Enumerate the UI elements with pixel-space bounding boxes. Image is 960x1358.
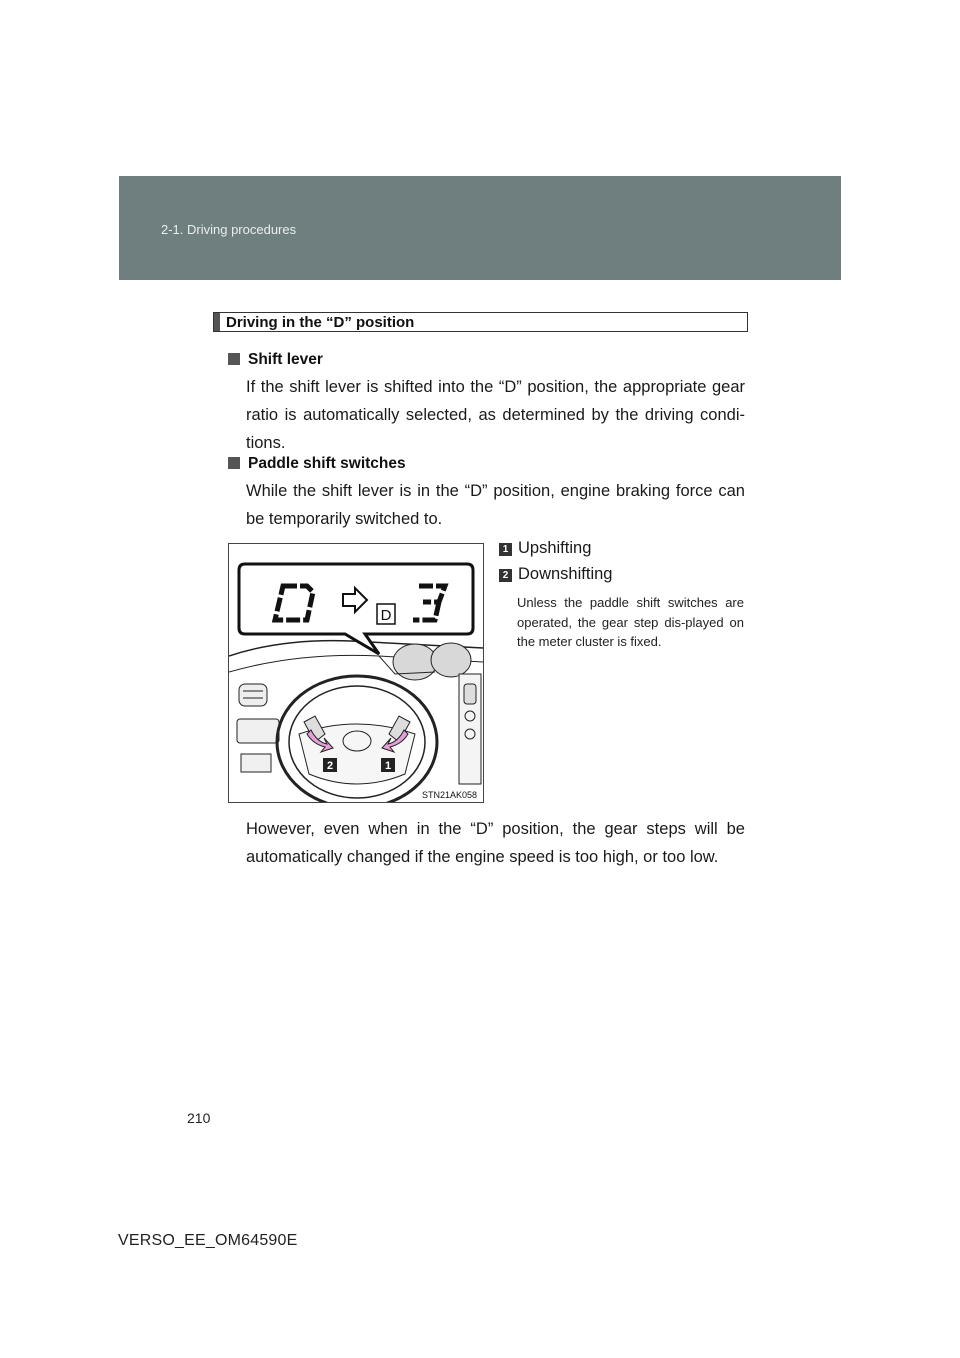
figure-code: STN21AK058 xyxy=(421,790,477,800)
bullet-square-icon xyxy=(228,353,240,365)
footer-code: VERSO_EE_OM64590E xyxy=(118,1232,298,1249)
legend-item-2 xyxy=(499,565,612,584)
header-band xyxy=(119,176,841,280)
legend-label-2: Downshifting xyxy=(518,565,613,583)
subheading-shift-lever-text: Shift lever xyxy=(248,351,323,368)
paddle-shift-illustration xyxy=(228,543,484,803)
page-number: 210 xyxy=(187,1110,211,1126)
header-section-title: 2-1. Driving procedures xyxy=(161,222,297,237)
illustration-svg xyxy=(229,544,483,802)
callout-2-label: 2 xyxy=(326,760,334,772)
paddle-body: While the shift lever is in the “D” position, engine braking force can be temporarily switched to. xyxy=(246,482,745,528)
bullet-square-icon xyxy=(228,457,240,469)
legend-badge-2: 2 xyxy=(499,569,512,582)
mode-badge: D xyxy=(380,607,392,624)
section-title-bar xyxy=(214,313,220,331)
legend-item-1 xyxy=(499,539,591,558)
legend-badge-1: 1 xyxy=(499,543,512,556)
closing-paragraph: However, even when in the “D” position, the gear steps will be automatically changed if the engine speed is too high, or too low. xyxy=(246,820,745,866)
subheading-paddle-text: Paddle shift switches xyxy=(248,455,406,472)
legend-label-1: Upshifting xyxy=(518,539,592,557)
section-title: Driving in the “D” position xyxy=(226,314,415,331)
subheading-shift-lever xyxy=(228,351,323,369)
callout-1-label: 1 xyxy=(384,760,392,772)
subheading-paddle xyxy=(228,455,406,473)
note-text: Unless the paddle shift switches are operated, the gear step dis-played on the meter cluster is fixed. xyxy=(517,595,744,649)
shift-lever-body: If the shift lever is shifted into the “D” position, the appropriate gear ratio is automatically selected, as determined by the driving condi-tions. xyxy=(246,378,745,452)
section-title-box xyxy=(213,312,748,332)
